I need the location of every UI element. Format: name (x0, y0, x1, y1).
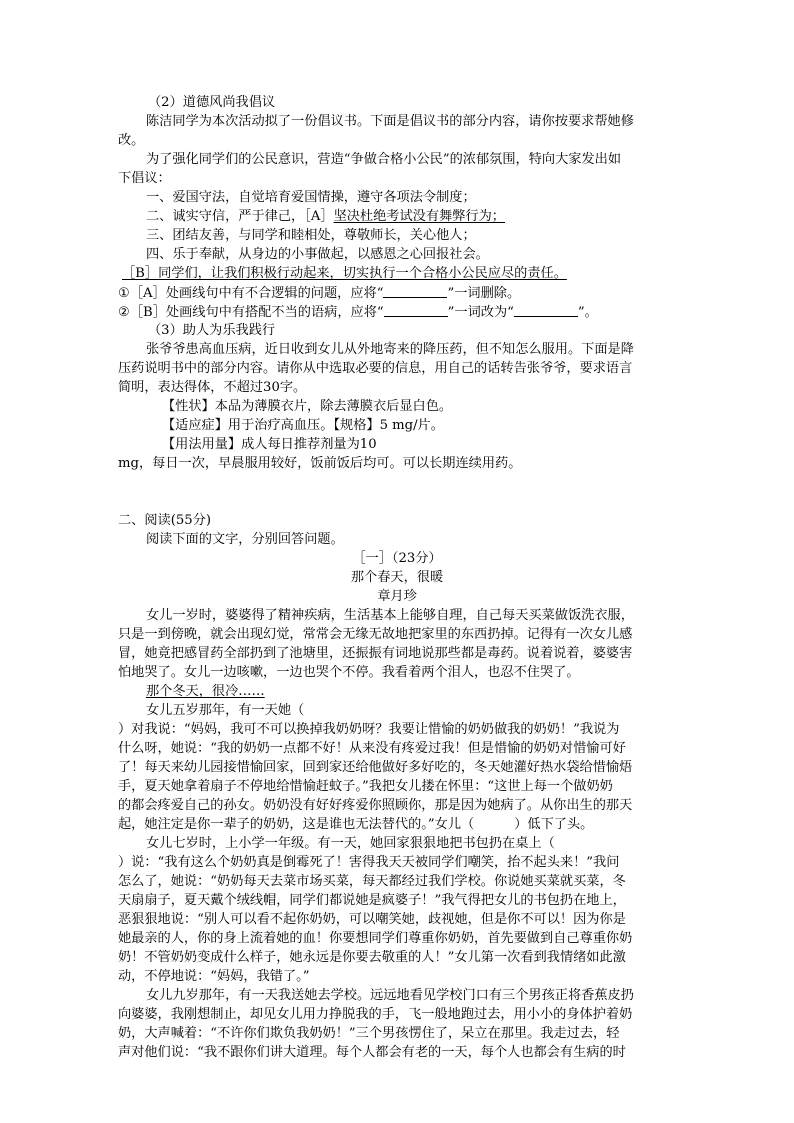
question-1 (118, 284, 520, 303)
proposal-item-2-text: 二、诚实守信，严于律己，［A］ (146, 209, 334, 224)
article-line: 动，不停地说：“妈妈，我错了。” (118, 969, 310, 984)
article-line-end: ）低下了头。 (514, 817, 594, 832)
answer-blank-3[interactable] (514, 303, 578, 317)
article-line-text: 起，她注定是你一辈子的奶奶，这是谁也无法替代的。”女儿（ (118, 817, 475, 832)
winter-line-text: 那个冬天，很冷…… (146, 684, 265, 699)
proposal-paragraph-line2: 下倡议： (118, 171, 171, 186)
medicine-indication: 【适应症】用于治疗高血压。【规格】5 mg/片。 (162, 418, 444, 433)
proposal-item-2 (146, 208, 505, 226)
section3-title: （3）助人为乐我践行 (148, 323, 276, 338)
article-author: 章月珍 (377, 589, 417, 604)
question-2-text: ②［B］处画线句中有搭配不当的语病，应将“ (118, 305, 384, 320)
answer-blank-1[interactable] (383, 284, 447, 298)
article-line: 奶！不管奶奶变成什么样子，她永远是你要去敬重的人！”女儿第一次看到我情绪如此激 (118, 950, 626, 965)
article-title: 那个春天，很暖 (350, 570, 444, 585)
question-2 (118, 303, 598, 322)
article-line: 天扇扇子，夏天戴个绒线帽，同学们都说她是疯婆子！”我气得把女儿的书包扔在地上， (118, 893, 626, 908)
proposal-item-1: 一、爱国守法，自觉培育爱国情操，遵守各项法令制度； (146, 190, 476, 205)
article-line: 手，夏天她拿着扇子不停地给惜愉赶蚊子。”我把女儿搂在怀里：“这世上每一个做奶奶 (118, 779, 613, 794)
reading-heading: 二、阅读(55分) (118, 513, 212, 528)
underlined-sentence-b (122, 265, 567, 283)
section2-intro-line2: 改。 (118, 133, 145, 148)
underlined-sentence-a: 坚决杜绝考试没有舞弊行为； (333, 209, 505, 224)
article-line: 女儿五岁那年，有一天她（ (146, 703, 305, 718)
proposal-item-3: 三、团结友善，与同学和睦相处，尊敬师长，关心他人； (146, 228, 476, 243)
medicine-usage-line1: 【用法用量】成人每日推荐剂量为10 (162, 437, 377, 452)
article-line: 怎么了，她说：“奶奶每天去菜市场买菜，每天都经过我们学校。你说她买菜就买菜，冬 (118, 874, 626, 889)
question-2-end: ”。 (577, 305, 598, 320)
question-1-end: ”一词删除。 (447, 286, 521, 301)
answer-blank-2[interactable] (384, 303, 448, 317)
article-line: 怕地哭了。女儿一边咳嗽，一边也哭个不停。我看着两个泪人，也忍不住哭了。 (118, 665, 580, 680)
article-line: 女儿九岁那年，有一天我送她去学校。远远地看见学校门口有三个男孩正将香蕉皮扔 (146, 988, 634, 1003)
question-2-mid: ”一词改为“ (447, 305, 514, 320)
article-line (118, 816, 593, 834)
section2-title: （2）道德风尚我倡议 (148, 95, 276, 110)
article-line: 奶，大声喊着：“不许你们欺负我奶奶！”三个男孩愣住了，呆立在那里。我走过去，轻 (118, 1026, 620, 1041)
article-line: 向婆婆，我刚想制止，却见女儿用力挣脱我的手，飞一般地跑过去，用小小的身体护着奶 (118, 1007, 633, 1022)
article-line: 女儿一岁时，婆婆得了精神疾病，生活基本上能够自理，自己每天买菜做饭洗衣服， (146, 608, 634, 623)
reading-instruction: 阅读下面的文字，分别回答问题。 (146, 532, 344, 547)
proposal-paragraph-line1: 为了强化同学们的公民意识，营造“争做合格小公民”的浓郁氛围，特向大家发出如 (146, 152, 622, 167)
article-line: 只是一到傍晚，就会出现幻觉，常常会无缘无故地把家里的东西扔掉。记得有一次女儿感 (118, 627, 633, 642)
medicine-property: 【性状】本品为薄膜衣片，除去薄膜衣后显白色。 (162, 399, 453, 414)
winter-line (146, 683, 265, 701)
article-line: 女儿七岁时，上小学一年级。有一天，她回家狠狠地把书包扔在桌上（ (146, 836, 555, 851)
section2-intro-line1: 陈洁同学为本次活动拟了一份倡议书。下面是倡议书的部分内容，请你按要求帮她修 (146, 114, 634, 129)
section3-paragraph-line2: 压药说明书中的部分内容。请你从中选取必要的信息，用自己的话转告张爷爷，要求语言 (118, 361, 633, 376)
article-line: ）说：“我有这么个奶奶真是倒霉死了！害得我天天被同学们嘲笑，抬不起头来！”我问 (118, 855, 620, 870)
article-line: 冒，她竟把感冒药全部扔到了池塘里，还振振有词地说那些都是毒药。说着说着，婆婆害 (118, 646, 633, 661)
article-line: 什么呀，她说：“我的奶奶一点都不好！从来没有疼爱过我！但是惜愉的奶奶对惜愉可好 (118, 741, 626, 756)
article-line: 恶狠狠地说：“别人可以看不起你奶奶，可以嘲笑她，歧视她，但是你不可以！因为你是 (118, 912, 626, 927)
section3-paragraph-line1: 张爷爷患高血压病，近日收到女儿从外地寄来的降压药，但不知怎么服用。下面是降 (146, 342, 634, 357)
article-line: 她最亲的人，你的身上流着她的血！你要想同学们尊重你奶奶，首先要做到自己尊重你奶 (118, 931, 633, 946)
article-line: 声对他们说：“我不跟你们讲大道理。每个人都会有老的一天，每个人也都会有生病的时 (118, 1045, 626, 1060)
article-line: 了！每天来幼儿园接惜愉回家，回到家还给他做好多好吃的，冬天她灌好热水袋给惜愉焐 (118, 760, 633, 775)
section3-paragraph-line3: 简明，表达得体，不超过30字。 (118, 380, 307, 395)
question-1-text: ①［A］处画线句中有不合逻辑的问题，应将“ (118, 286, 384, 301)
medicine-usage-line2: mg，每日一次，早晨服用较好，饭前饭后均可。可以长期连续用药。 (118, 456, 522, 471)
article-line: ）对我说：“妈妈，我可不可以换掉我奶奶呀？我要让惜愉的奶奶做我的奶奶！”我说为 (118, 722, 620, 737)
reading-part-label: ［一］（23分） (352, 551, 442, 566)
proposal-item-4: 四、乐于奉献，从身边的小事做起，以感恩之心回报社会。 (146, 247, 489, 262)
article-line: 的都会疼爱自己的孙女。奶奶没有好好疼爱你照顾你，那是因为她病了。从你出生的那天 (118, 798, 633, 813)
underlined-sentence-b-text: ［B］同学们，让我们积极行动起来，切实执行一个合格小公民应尽的责任。 (122, 266, 567, 281)
